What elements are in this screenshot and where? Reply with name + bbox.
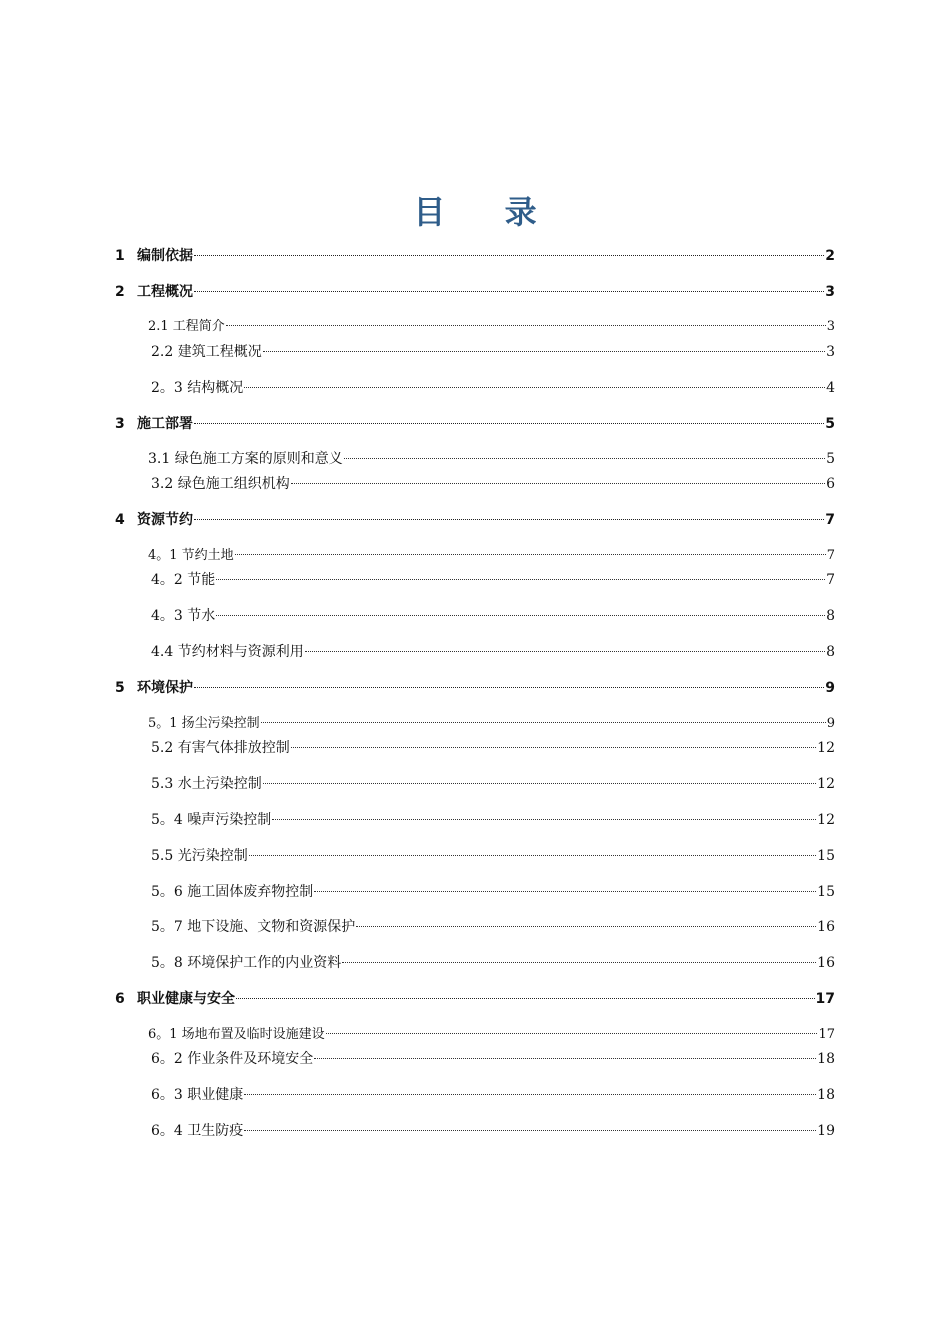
toc-entry-page: 12 bbox=[817, 776, 835, 792]
toc-entry-label: 5。1 扬尘污染控制 bbox=[148, 716, 260, 731]
toc-entry-chapter-2[interactable] bbox=[115, 281, 835, 303]
toc-entry-label: 6。1 场地布置及临时设施建设 bbox=[148, 1027, 325, 1042]
toc-entry-chapter-3[interactable] bbox=[115, 413, 835, 435]
toc-entry-section[interactable] bbox=[151, 737, 835, 759]
toc-entry-page: 4 bbox=[826, 380, 835, 396]
dot-leader bbox=[226, 325, 826, 326]
dot-leader bbox=[291, 483, 825, 484]
toc-entry-section[interactable] bbox=[151, 809, 835, 831]
toc-entry-page: 15 bbox=[817, 848, 835, 864]
toc-title: 目 录 bbox=[413, 193, 561, 231]
dot-leader bbox=[216, 615, 825, 616]
toc-entry-page: 5 bbox=[826, 451, 835, 467]
toc-entry-section[interactable] bbox=[151, 952, 835, 974]
dot-leader bbox=[244, 387, 825, 388]
dot-leader bbox=[235, 554, 826, 555]
dot-leader bbox=[305, 651, 825, 652]
toc-entry-section[interactable] bbox=[151, 845, 835, 867]
toc-entry-page: 7 bbox=[826, 548, 835, 563]
dot-leader bbox=[194, 255, 824, 256]
toc-entry-page: 9 bbox=[825, 680, 835, 696]
toc-entry-page: 7 bbox=[826, 572, 835, 588]
dot-leader bbox=[194, 423, 824, 424]
dot-leader bbox=[194, 687, 824, 688]
toc-entry-section[interactable] bbox=[151, 1120, 835, 1142]
dot-leader bbox=[263, 351, 825, 352]
dot-leader bbox=[344, 458, 825, 459]
toc-entry-label: 4.4 节约材料与资源利用 bbox=[151, 644, 304, 660]
toc-entry-label: 6。3 职业健康 bbox=[151, 1087, 244, 1103]
dot-leader bbox=[263, 783, 816, 784]
toc-entry-page: 7 bbox=[825, 512, 835, 528]
toc-entry-section[interactable] bbox=[148, 1024, 835, 1046]
toc-entry-page: 3 bbox=[825, 284, 835, 300]
toc-entry-page: 5 bbox=[825, 416, 835, 432]
dot-leader bbox=[236, 998, 815, 999]
dot-leader bbox=[216, 579, 825, 580]
toc-entry-label: 6。4 卫生防疫 bbox=[151, 1123, 244, 1139]
toc-entry-number: 2 bbox=[115, 284, 125, 300]
toc-entry-chapter-6[interactable] bbox=[115, 988, 835, 1010]
toc-entry-label: 5。4 噪声污染控制 bbox=[151, 812, 272, 828]
toc-entry-page: 8 bbox=[826, 608, 835, 624]
toc-entry-page: 2 bbox=[825, 248, 835, 264]
toc-entry-label: 4。3 节水 bbox=[151, 608, 216, 624]
dot-leader bbox=[356, 926, 816, 927]
toc-entry-label: 施工部署 bbox=[137, 416, 193, 432]
toc-entry-label: 编制依据 bbox=[137, 248, 193, 264]
toc-entry-page: 6 bbox=[826, 476, 835, 492]
dot-leader bbox=[314, 1058, 816, 1059]
toc-entry-number: 1 bbox=[115, 248, 125, 264]
toc-entry-label: 资源节约 bbox=[137, 512, 193, 528]
toc-entry-label: 3.1 绿色施工方案的原则和意义 bbox=[148, 451, 343, 467]
toc-entry-section[interactable] bbox=[151, 641, 835, 663]
toc-entry-page: 18 bbox=[817, 1051, 835, 1067]
toc-entry-label: 5.5 光污染控制 bbox=[151, 848, 248, 864]
toc-entry-chapter-4[interactable] bbox=[115, 509, 835, 531]
toc-entry-page: 18 bbox=[817, 1087, 835, 1103]
toc-entry-label: 2.1 工程简介 bbox=[148, 319, 225, 334]
toc-entry-label: 5。7 地下设施、文物和资源保护 bbox=[151, 919, 356, 935]
toc-entry-section[interactable] bbox=[148, 713, 835, 735]
toc-entry-label: 4。2 节能 bbox=[151, 572, 216, 588]
toc-entry-section[interactable] bbox=[151, 377, 835, 399]
dot-leader bbox=[342, 962, 816, 963]
toc-entry-section[interactable] bbox=[151, 881, 835, 903]
toc-entry-page: 17 bbox=[815, 991, 835, 1007]
toc-entry-page: 3 bbox=[826, 344, 835, 360]
toc-entry-page: 19 bbox=[817, 1123, 835, 1139]
toc-entry-label: 3.2 绿色施工组织机构 bbox=[151, 476, 290, 492]
toc-entry-section[interactable] bbox=[151, 605, 835, 627]
toc-entry-label: 2。3 结构概况 bbox=[151, 380, 244, 396]
dot-leader bbox=[194, 291, 824, 292]
toc-entry-label: 4。1 节约土地 bbox=[148, 548, 234, 563]
toc-entry-section[interactable] bbox=[151, 473, 835, 495]
toc-entry-section[interactable] bbox=[151, 916, 835, 938]
toc-entry-label: 工程概况 bbox=[137, 284, 193, 300]
toc-entry-label: 5.3 水土污染控制 bbox=[151, 776, 262, 792]
toc-entry-page: 9 bbox=[826, 716, 835, 731]
toc-entry-label: 环境保护 bbox=[137, 680, 193, 696]
toc-entry-number: 3 bbox=[115, 416, 125, 432]
toc-entry-chapter-5[interactable] bbox=[115, 677, 835, 699]
toc-entry-page: 12 bbox=[817, 740, 835, 756]
toc-entry-section[interactable] bbox=[151, 341, 835, 363]
dot-leader bbox=[261, 722, 826, 723]
toc-entry-page: 12 bbox=[817, 812, 835, 828]
toc-entry-section[interactable] bbox=[151, 773, 835, 795]
toc-entry-label: 5。8 环境保护工作的内业资料 bbox=[151, 955, 342, 971]
dot-leader bbox=[326, 1033, 818, 1034]
toc-entry-page: 16 bbox=[817, 955, 835, 971]
toc-entry-section[interactable] bbox=[148, 448, 835, 470]
dot-leader bbox=[194, 519, 824, 520]
toc-entry-label: 6。2 作业条件及环境安全 bbox=[151, 1051, 314, 1067]
dot-leader bbox=[272, 819, 816, 820]
dot-leader bbox=[244, 1094, 816, 1095]
toc-entry-section[interactable] bbox=[151, 569, 835, 591]
toc-entry-number: 5 bbox=[115, 680, 125, 696]
dot-leader bbox=[249, 855, 816, 856]
dot-leader bbox=[314, 891, 816, 892]
toc-entry-page: 15 bbox=[817, 884, 835, 900]
toc-entry-label: 5.2 有害气体排放控制 bbox=[151, 740, 290, 756]
toc-entry-section[interactable] bbox=[148, 316, 835, 338]
toc-entry-label: 2.2 建筑工程概况 bbox=[151, 344, 262, 360]
toc-entry-section[interactable] bbox=[151, 1048, 835, 1070]
dot-leader bbox=[291, 747, 816, 748]
toc-entry-label: 5。6 施工固体废弃物控制 bbox=[151, 884, 314, 900]
toc-entry-page: 3 bbox=[826, 319, 835, 334]
toc-entry-number: 6 bbox=[115, 991, 125, 1007]
toc-entry-page: 16 bbox=[817, 919, 835, 935]
toc-entry-page: 8 bbox=[826, 644, 835, 660]
dot-leader bbox=[244, 1130, 816, 1131]
toc-entry-section[interactable] bbox=[151, 1084, 835, 1106]
toc-entry-label: 职业健康与安全 bbox=[137, 991, 235, 1007]
toc-entry-number: 4 bbox=[115, 512, 125, 528]
toc-entry-section[interactable] bbox=[148, 545, 835, 567]
toc-entry-chapter-1[interactable] bbox=[115, 245, 835, 267]
toc-entry-page: 17 bbox=[818, 1027, 835, 1042]
